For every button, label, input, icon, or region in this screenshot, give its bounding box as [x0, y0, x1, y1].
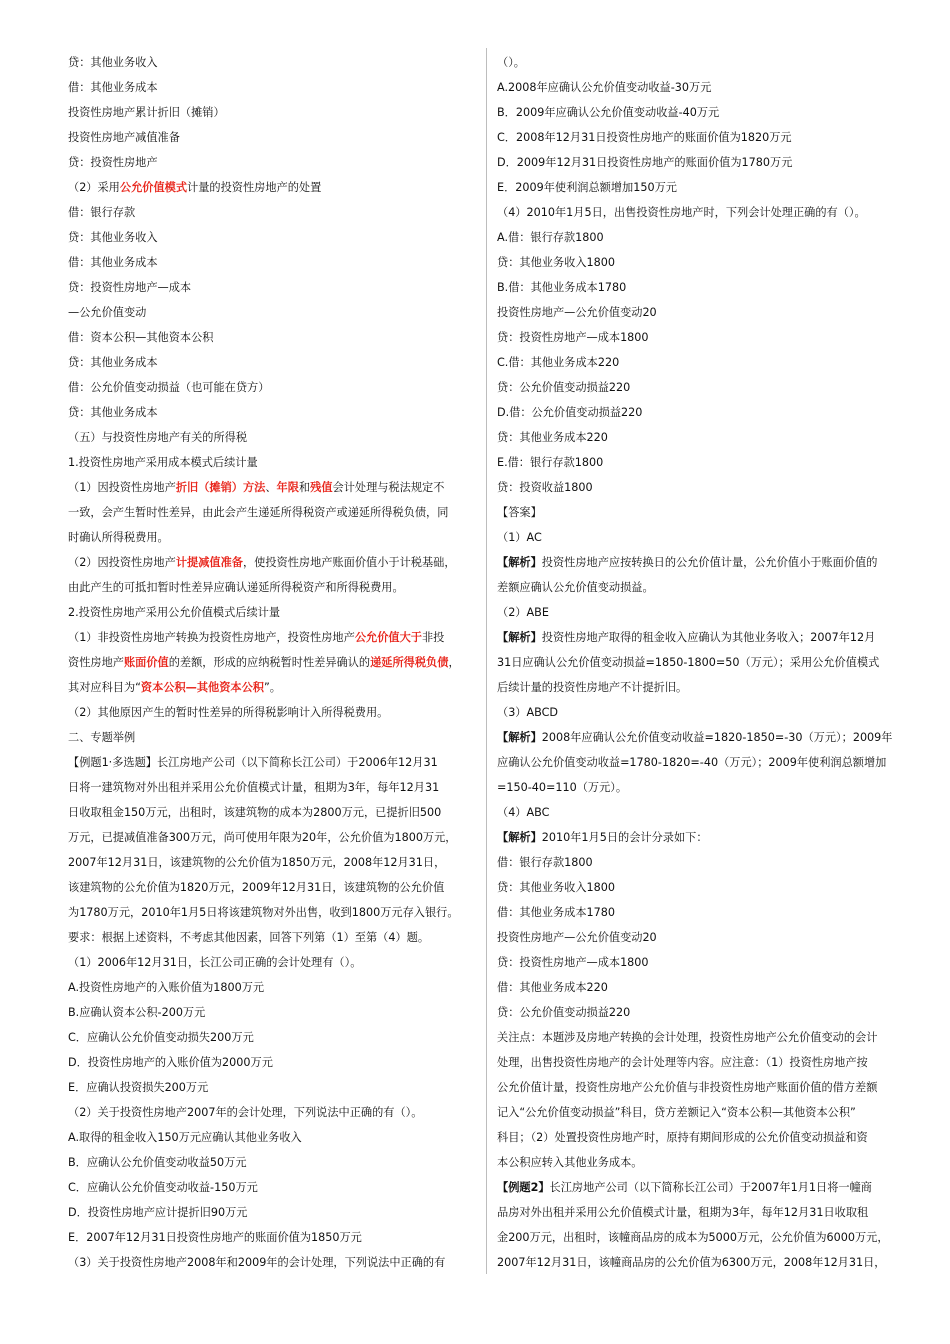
text-segment: D．2009年12月31日投资性房地产的账面价值为1780万元	[497, 156, 793, 169]
text-segment: （2）关于投资性房地产2007年的会计处理，下列说法中正确的有（）。	[68, 1106, 423, 1119]
text-segment: 日收取租金150万元，出租时，该建筑物的成本为2800万元，已提折旧500	[68, 806, 442, 819]
text-segment: B．2009年应确认公允价值变动收益-40万元	[497, 106, 720, 119]
highlighted-term: 残值	[310, 481, 333, 494]
text-segment: 和	[298, 481, 311, 494]
text-line	[68, 650, 478, 675]
text-line	[497, 1175, 912, 1200]
text-line	[68, 225, 478, 250]
text-line	[497, 1150, 912, 1175]
text-segment: 【例题2】	[497, 1181, 550, 1194]
highlighted-term: 折旧（摊销）方法	[175, 481, 266, 494]
text-line	[68, 425, 478, 450]
text-segment: 公允价值计量，投资性房地产公允价值与非投资性房地产账面价值的借方差额	[497, 1081, 878, 1094]
text-segment: E．应确认投资损失200万元	[68, 1081, 209, 1094]
text-segment: 2010年1月5日的会计分录如下：	[541, 831, 708, 844]
text-segment: B.借：其他业务成本1780	[497, 281, 627, 294]
left-column	[68, 50, 478, 1275]
text-segment: 处理，出售投资性房地产的会计处理等内容。应注意：（1）投资性房地产按	[497, 1056, 868, 1069]
text-line	[497, 525, 912, 550]
text-line	[497, 775, 912, 800]
text-line	[68, 1150, 478, 1175]
text-segment: （）。	[497, 56, 525, 69]
text-line	[68, 275, 478, 300]
text-line	[497, 550, 912, 575]
text-segment: 贷：其他业务成本220	[497, 431, 608, 444]
text-line	[68, 400, 478, 425]
text-segment: —公允价值变动	[68, 306, 147, 319]
text-line	[68, 450, 478, 475]
text-line	[497, 325, 912, 350]
text-segment: 借：银行存款	[68, 206, 136, 219]
text-line	[68, 350, 478, 375]
text-segment: 会计处理与税法规定不	[332, 481, 445, 494]
text-segment: ，使投资性房地产账面价值小于计税基础，	[242, 556, 456, 569]
text-line	[497, 500, 912, 525]
text-line	[497, 200, 912, 225]
text-segment: A.取得的租金收入150万元应确认其他业务收入	[68, 1131, 302, 1144]
text-segment: 借：其他业务成本220	[497, 981, 608, 994]
text-line	[497, 925, 912, 950]
text-segment: ，	[448, 656, 460, 669]
text-segment: 金200万元，出租时，该幢商品房的成本为5000万元，公允价值为6000万元，	[497, 1231, 889, 1244]
text-line	[497, 375, 912, 400]
text-line	[497, 475, 912, 500]
text-line	[68, 1175, 478, 1200]
text-segment: A.借：银行存款1800	[497, 231, 604, 244]
text-segment: 的差额，形成的应纳税暂时性差异确认的	[168, 656, 371, 669]
column-divider	[486, 48, 487, 1274]
text-segment: 贷：其他业务收入	[68, 56, 158, 69]
text-segment: （2）ABE	[497, 606, 549, 619]
text-line	[497, 650, 912, 675]
text-segment: （五）与投资性房地产有关的所得税	[68, 431, 248, 444]
text-segment: 2.投资性房地产采用公允价值模式后续计量	[68, 606, 281, 619]
text-line	[68, 175, 478, 200]
text-segment: 【解析】	[497, 556, 542, 569]
text-line	[497, 275, 912, 300]
text-segment: （1）2006年12月31日，长江公司正确的会计处理有（）。	[68, 956, 362, 969]
text-line	[68, 1075, 478, 1100]
text-segment: 差额应确认公允价值变动损益。	[497, 581, 654, 594]
highlighted-term: 年限	[276, 481, 299, 494]
text-line	[497, 1125, 912, 1150]
text-segment: 贷：其他业务收入	[68, 231, 158, 244]
text-segment: 投资性房地产减值准备	[68, 131, 180, 144]
text-segment: ”。	[264, 681, 281, 694]
text-segment: 为1780万元，2010年1月5日将该建筑物对外出售，收到1800万元存入银行。	[68, 906, 459, 919]
text-segment: 长江房地产公司（以下简称长江公司）于2007年1月1日将一幢商	[549, 1181, 872, 1194]
text-line	[68, 575, 478, 600]
text-segment: 1.投资性房地产采用成本模式后续计量	[68, 456, 258, 469]
text-line	[497, 450, 912, 475]
text-line	[68, 1025, 478, 1050]
text-line	[497, 75, 912, 100]
text-line	[68, 1050, 478, 1075]
text-segment: 贷：其他业务成本	[68, 406, 158, 419]
text-line	[68, 500, 478, 525]
text-segment: 贷：公允价值变动损益220	[497, 1006, 631, 1019]
text-segment: 贷：其他业务收入1800	[497, 256, 615, 269]
text-line	[497, 425, 912, 450]
text-segment: 日将一建筑物对外出租并采用公允价值模式计量，租期为3年，每年12月31	[68, 781, 440, 794]
text-segment: 计量的投资性房地产的处置	[187, 181, 322, 194]
text-segment: 资性房地产	[68, 656, 124, 669]
text-line	[497, 1200, 912, 1225]
text-segment: 一致，会产生暂时性差异，由此会产生递延所得税资产或递延所得税负债，同	[68, 506, 449, 519]
text-segment: 万元，已提减值准备300万元，尚可使用年限为20年，公允价值为1800万元，	[68, 831, 457, 844]
text-line	[68, 625, 478, 650]
text-segment: 【解析】	[497, 831, 542, 844]
text-line	[68, 1225, 478, 1250]
text-line	[68, 1100, 478, 1125]
text-line	[68, 675, 478, 700]
text-segment: （1）非投资性房地产转换为投资性房地产，投资性房地产	[68, 631, 355, 644]
text-segment: 投资性房地产应按转换日的公允价值计量，公允价值小于账面价值的	[541, 556, 878, 569]
text-segment: 贷：投资性房地产	[68, 156, 158, 169]
text-segment: A.2008年应确认公允价值变动收益-30万元	[497, 81, 712, 94]
text-line	[68, 600, 478, 625]
text-line	[497, 1025, 912, 1050]
text-segment: 应确认公允价值变动收益=1780-1820=-40（万元）；2009年使利润总额增加	[497, 756, 887, 769]
text-line	[68, 850, 478, 875]
text-segment: 2008年应确认公允价值变动收益=1820-1850=-30（万元）；2009年	[541, 731, 893, 744]
text-segment: 借：银行存款1800	[497, 856, 593, 869]
text-segment: 投资性房地产累计折旧（摊销）	[68, 106, 225, 119]
text-line	[68, 875, 478, 900]
text-segment: 投资性房地产—公允价值变动20	[497, 306, 657, 319]
text-line	[497, 1250, 912, 1275]
text-segment: 贷：其他业务成本	[68, 356, 158, 369]
text-line	[68, 75, 478, 100]
text-segment: 【解析】	[497, 731, 542, 744]
text-line	[497, 575, 912, 600]
text-segment: （1）AC	[497, 531, 542, 544]
text-line	[497, 600, 912, 625]
text-segment: 借：资本公积—其他资本公积	[68, 331, 214, 344]
text-line	[68, 725, 478, 750]
text-segment: 贷：投资性房地产—成本1800	[497, 331, 649, 344]
text-line	[497, 300, 912, 325]
text-line	[68, 1250, 478, 1275]
text-segment: 贷：投资性房地产—成本	[68, 281, 192, 294]
text-line	[68, 150, 478, 175]
text-line	[497, 100, 912, 125]
text-line	[497, 800, 912, 825]
text-segment: B．应确认公允价值变动收益50万元	[68, 1156, 247, 1169]
text-segment: 贷：投资性房地产—成本1800	[497, 956, 649, 969]
text-segment: 2007年12月31日，该幢商品房的公允价值为6300万元，2008年12月31日，	[497, 1256, 886, 1269]
text-segment: E．2009年使利润总额增加150万元	[497, 181, 677, 194]
highlighted-term: 公允价值模式	[119, 181, 188, 194]
text-segment: （2）其他原因产生的暂时性差异的所得税影响计入所得税费用。	[68, 706, 389, 719]
text-line	[68, 925, 478, 950]
text-segment: 2007年12月31日，该建筑物的公允价值为1850万元，2008年12月31日，	[68, 856, 446, 869]
text-segment: B.应确认资本公积-200万元	[68, 1006, 206, 1019]
text-segment: 【答案】	[497, 506, 542, 519]
text-segment: 科目；（2）处置投资性房地产时，原持有期间形成的公允价值变动损益和资	[497, 1131, 868, 1144]
text-line	[497, 1000, 912, 1025]
text-segment: 贷：投资收益1800	[497, 481, 593, 494]
text-segment: 、	[265, 481, 277, 494]
text-line	[497, 850, 912, 875]
text-segment: 其对应科目为“	[68, 681, 141, 694]
text-segment: 后续计量的投资性房地产不计提折旧。	[497, 681, 688, 694]
text-line	[68, 100, 478, 125]
text-segment: 贷：公允价值变动损益220	[497, 381, 631, 394]
text-segment: 31日应确认公允价值变动损益=1850-1800=50（万元）；采用公允价值模式	[497, 656, 880, 669]
text-line	[497, 175, 912, 200]
text-line	[68, 550, 478, 575]
text-line	[497, 750, 912, 775]
text-segment: 投资性房地产取得的租金收入应确认为其他业务收入；2007年12月	[541, 631, 876, 644]
highlighted-term: 公允价值大于	[354, 631, 422, 644]
text-line	[497, 875, 912, 900]
text-segment: C．应确认公允价值变动收益-150万元	[68, 1181, 258, 1194]
text-line	[497, 1100, 912, 1125]
text-segment: A.投资性房地产的入账价值为1800万元	[68, 981, 265, 994]
text-segment: 借：其他业务成本1780	[497, 906, 615, 919]
text-line	[68, 475, 478, 500]
text-line	[68, 700, 478, 725]
text-line	[68, 200, 478, 225]
text-line	[68, 975, 478, 1000]
text-line	[497, 1225, 912, 1250]
text-line	[68, 1000, 478, 1025]
text-line	[68, 50, 478, 75]
text-line	[497, 50, 912, 75]
text-line	[497, 125, 912, 150]
text-line	[68, 525, 478, 550]
text-segment: （3）ABCD	[497, 706, 559, 719]
text-line	[497, 1050, 912, 1075]
text-line	[68, 325, 478, 350]
text-line	[68, 250, 478, 275]
text-segment: 本公积应转入其他业务成本。	[497, 1156, 643, 1169]
text-line	[68, 1125, 478, 1150]
text-line	[497, 225, 912, 250]
text-segment: D．投资性房地产应计提折旧90万元	[68, 1206, 248, 1219]
text-line	[68, 750, 478, 775]
text-segment: 【解析】	[497, 631, 542, 644]
text-segment: （3）关于投资性房地产2008年和2009年的会计处理，下列说法中正确的有	[68, 1256, 446, 1269]
highlighted-term: 账面价值	[123, 656, 169, 669]
text-segment: 借：其他业务成本	[68, 81, 158, 94]
text-segment: 非投	[421, 631, 445, 644]
text-segment: C.借：其他业务成本220	[497, 356, 620, 369]
text-line	[68, 825, 478, 850]
highlighted-term: 资本公积—其他资本公积	[140, 681, 264, 694]
text-line	[68, 900, 478, 925]
text-segment: （2）采用	[68, 181, 120, 194]
text-line	[497, 625, 912, 650]
text-segment: 贷：其他业务收入1800	[497, 881, 615, 894]
text-segment: 由此产生的可抵扣暂时性差异应确认递延所得税资产和所得税费用。	[68, 581, 404, 594]
text-segment: 借：其他业务成本	[68, 256, 158, 269]
text-segment: C．应确认公允价值变动损失200万元	[68, 1031, 254, 1044]
right-column	[497, 50, 912, 1275]
text-segment: D.借：公允价值变动损益220	[497, 406, 643, 419]
text-segment: （2）因投资性房地产	[68, 556, 176, 569]
text-line	[497, 700, 912, 725]
text-segment: =150-40=110（万元）。	[497, 781, 628, 794]
text-line	[68, 775, 478, 800]
text-line	[497, 975, 912, 1000]
text-line	[497, 400, 912, 425]
text-line	[497, 725, 912, 750]
text-line	[68, 950, 478, 975]
text-segment: 时确认所得税费用。	[68, 531, 169, 544]
text-line	[497, 950, 912, 975]
text-segment: 投资性房地产—公允价值变动20	[497, 931, 657, 944]
text-segment: E.借：银行存款1800	[497, 456, 604, 469]
text-segment: （1）因投资性房地产	[68, 481, 176, 494]
text-line	[68, 800, 478, 825]
text-line	[68, 1200, 478, 1225]
text-line	[497, 1075, 912, 1100]
highlighted-term: 计提减值准备	[175, 556, 243, 569]
text-segment: （4）ABC	[497, 806, 550, 819]
text-segment: D．投资性房地产的入账价值为2000万元	[68, 1056, 273, 1069]
text-segment: E．2007年12月31日投资性房地产的账面价值为1850万元	[68, 1231, 362, 1244]
text-line	[497, 350, 912, 375]
highlighted-term: 递延所得税负债	[370, 656, 449, 669]
text-line	[497, 900, 912, 925]
text-line	[68, 125, 478, 150]
text-segment: （4）2010年1月5日，出售投资性房地产时，下列会计处理正确的有（）。	[497, 206, 866, 219]
text-segment: 记入“公允价值变动损益”科目，贷方差额记入“资本公积—其他资本公积”	[497, 1106, 856, 1119]
text-segment: 关注点：本题涉及房地产转换的会计处理，投资性房地产公允价值变动的会计	[497, 1031, 878, 1044]
text-segment: 该建筑物的公允价值为1820万元，2009年12月31日，该建筑物的公允价值	[68, 881, 445, 894]
text-line	[497, 825, 912, 850]
text-line	[497, 675, 912, 700]
text-line	[497, 150, 912, 175]
text-segment: 品房对外出租并采用公允价值模式计量，租期为3年，每年12月31日收取租	[497, 1206, 869, 1219]
text-segment: C．2008年12月31日投资性房地产的账面价值为1820万元	[497, 131, 792, 144]
text-segment: 【例题1·多选题】长江房地产公司（以下简称长江公司）于2006年12月31	[68, 756, 438, 769]
text-line	[497, 250, 912, 275]
text-segment: 借：公允价值变动损益（也可能在贷方）	[68, 381, 270, 394]
text-segment: 二、专题举例	[68, 731, 136, 744]
text-line	[68, 375, 478, 400]
text-segment: 要求：根据上述资料，不考虑其他因素，回答下列第（1）至第（4）题。	[68, 931, 430, 944]
text-line	[68, 300, 478, 325]
